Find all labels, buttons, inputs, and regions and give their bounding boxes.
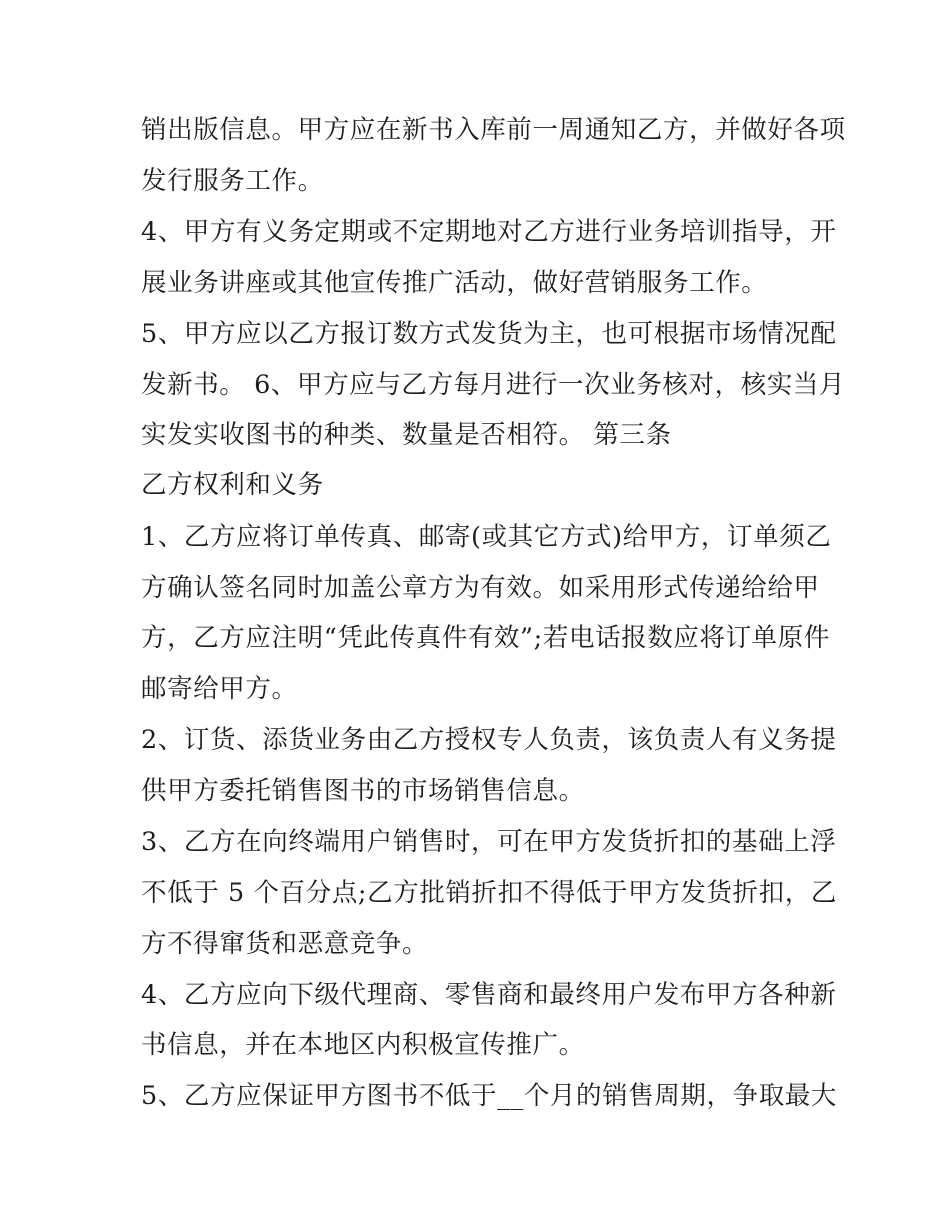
- text-line: 发行服务工作。: [141, 166, 324, 196]
- text-line: 展业务讲座或其他宣传推广活动，做好营销服务工作。: [141, 268, 768, 298]
- text-line: 方确认签名同时加盖公章方为有效。如采用形式传递给给甲: [141, 573, 820, 603]
- text-line: 2、订货、添货业务由乙方授权专人负责，该负责人有义务提: [141, 725, 837, 755]
- text-line: 实发实收图书的种类、数量是否相符。 第三条: [141, 420, 672, 450]
- text-line: 3、乙方在向终端用户销售时，可在甲方发货折扣的基础上浮: [141, 827, 837, 857]
- text-line: 4、乙方应向下级代理商、零售商和最终用户发布甲方各种新: [141, 980, 837, 1010]
- text-line: 方，乙方应注明“凭此传真件有效”;若电话报数应将订单原件: [141, 623, 830, 653]
- text-line: 销出版信息。甲方应在新书入库前一周通知乙方，并做好各项: [141, 115, 846, 145]
- text-line: 邮寄给甲方。: [141, 674, 298, 704]
- text-line: 不低于 5 个百分点;乙方批销折扣不得低于甲方发货折扣，乙: [141, 878, 837, 908]
- text-line: 发新书。 6、甲方应与乙方每月进行一次业务核对，核实当月: [141, 370, 846, 400]
- text-line: 5、乙方应保证甲方图书不低于__个月的销售周期，争取最大: [141, 1081, 838, 1111]
- section-heading: 乙方权利和义务: [141, 470, 324, 500]
- text-line: 方不得窜货和恶意竞争。: [141, 929, 429, 959]
- text-line: 书信息，并在本地区内积极宣传推广。: [141, 1030, 585, 1060]
- text-line: 1、乙方应将订单传真、邮寄(或其它方式)给甲方，订单须乙: [141, 522, 832, 552]
- text-line: 4、甲方有义务定期或不定期地对乙方进行业务培训指导，开: [141, 217, 837, 247]
- text-line: 5、甲方应以乙方报订数方式发货为主，也可根据市场情况配: [141, 319, 837, 349]
- text-line: 供甲方委托销售图书的市场销售信息。: [141, 776, 585, 806]
